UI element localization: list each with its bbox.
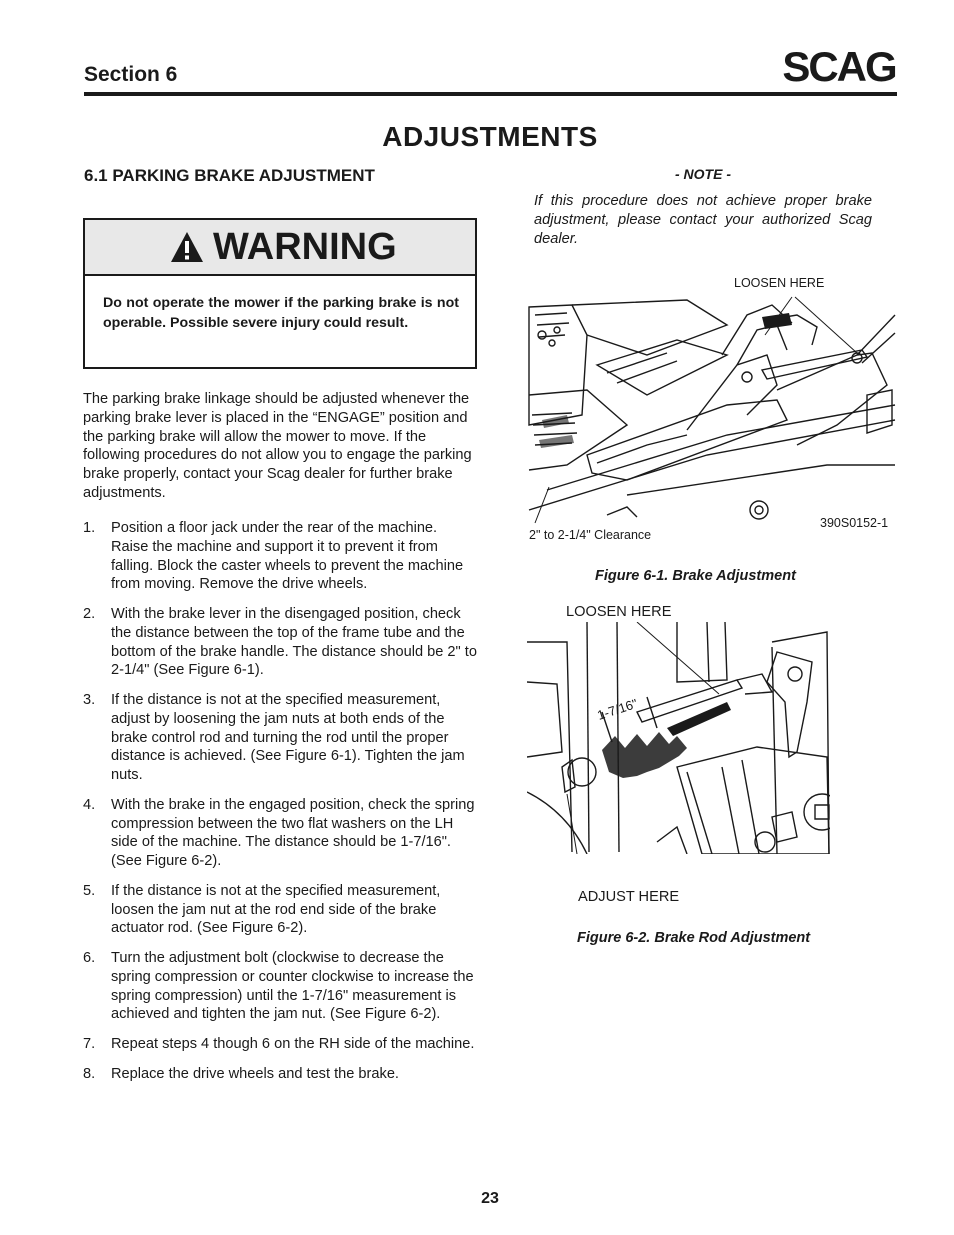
step-text: Replace the drive wheels and test the brake. <box>111 1065 399 1082</box>
section-label: Section 6 <box>84 63 178 86</box>
list-item <box>83 949 477 1024</box>
step-text: With the brake in the engaged position, check the spring compression between the two flat washers on the LH side of the machine. The distance should be 1-7/16". (See Figure 6-2). <box>111 796 475 870</box>
step-text: Position a floor jack under the rear of the machine. Raise the machine and support it to prevent it from falling. Block the caster wheels to prevent the machine from moving. Remove the drive wheels. <box>111 520 464 593</box>
step-number: 8. <box>83 1065 96 1082</box>
note-heading: - NOTE - <box>675 166 731 182</box>
warning-box <box>83 218 477 369</box>
step-number: 1. <box>83 520 96 536</box>
scag-logo <box>780 46 898 86</box>
figure2-adjust-label: ADJUST HERE <box>578 889 680 905</box>
warning-header <box>85 220 475 276</box>
list-item <box>83 796 477 871</box>
warning-word: WARNING <box>213 226 397 268</box>
list-item <box>83 882 477 938</box>
step-number: 3. <box>83 691 96 708</box>
warning-text: Do not operate the mower if the parking brake is not operable. Possible severe injury could result. <box>103 295 459 331</box>
step-number: 6. <box>83 949 96 966</box>
page-title: ADJUSTMENTS <box>382 121 598 152</box>
logo-text: SCAG <box>782 46 896 86</box>
steps-list <box>83 519 477 1094</box>
step-text: Turn the adjustment bolt (clockwise to decrease the spring compression or counter clockwise to increase the spring compression) until the 1-7/16" measurement is achieved and tighten the jam nut. (See Figure 6-2). <box>111 949 474 1023</box>
intro-paragraph: The parking brake linkage should be adjusted whenever the parking brake lever is placed in the “ENGAGE” position and the parking brake will allow the mower to move. If the following procedures do not allow you to engage the parking brake properly, contact your Scag dealer for further brake adjustments. <box>83 391 472 501</box>
figure2-caption: Figure 6-2. Brake Rod Adjustment <box>577 930 811 946</box>
list-item <box>83 605 477 680</box>
step-text: If the distance is not at the specified measurement, loosen the jam nut at the rod end side of the brake actuator rod. (See Figure 6-2). <box>111 882 441 937</box>
note-text: If this procedure does not achieve proper brake adjustment, please contact your authorized Scag dealer. <box>534 193 872 247</box>
step-number: 2. <box>83 605 96 622</box>
list-item <box>83 691 477 785</box>
step-text: If the distance is not at the specified measurement, adjust by loosening the jam nuts at both ends of the brake control rod and turning the rod until the proper distance is achieved. (See Figure 6-1). Tighten the jam nuts. <box>111 691 465 784</box>
list-item <box>83 1035 477 1054</box>
list-item <box>83 519 477 594</box>
list-item <box>83 1065 477 1084</box>
figure2-loosen-label: LOOSEN HERE <box>566 604 672 620</box>
page-number: 23 <box>481 1190 499 1207</box>
step-number: 7. <box>83 1035 96 1052</box>
step-number: 4. <box>83 796 96 813</box>
warning-triangle-icon <box>170 231 204 263</box>
figure1-clearance-label: 2" to 2-1/4" Clearance <box>529 528 652 542</box>
step-text: Repeat steps 4 though 6 on the RH side of the machine. <box>111 1035 475 1052</box>
header-rule <box>84 92 897 96</box>
figure1-brake-illustration <box>527 295 897 525</box>
figure1-loosen-label: LOOSEN HERE <box>734 276 825 290</box>
step-number: 5. <box>83 882 96 899</box>
sub-heading: 6.1 PARKING BRAKE ADJUSTMENT <box>84 166 375 185</box>
figure1-caption: Figure 6-1. Brake Adjustment <box>595 568 796 584</box>
step-text: With the brake lever in the disengaged position, check the distance between the top of the frame tube and the bottom of the brake handle. The distance should be 2" to 2-1/4" (See Figure 6-1). <box>111 605 477 679</box>
figure1-part-number: 390S0152-1 <box>820 516 889 530</box>
figure2-brake-rod-illustration <box>527 622 830 854</box>
figure2-dimension-label: 1-7/16" <box>595 695 640 723</box>
